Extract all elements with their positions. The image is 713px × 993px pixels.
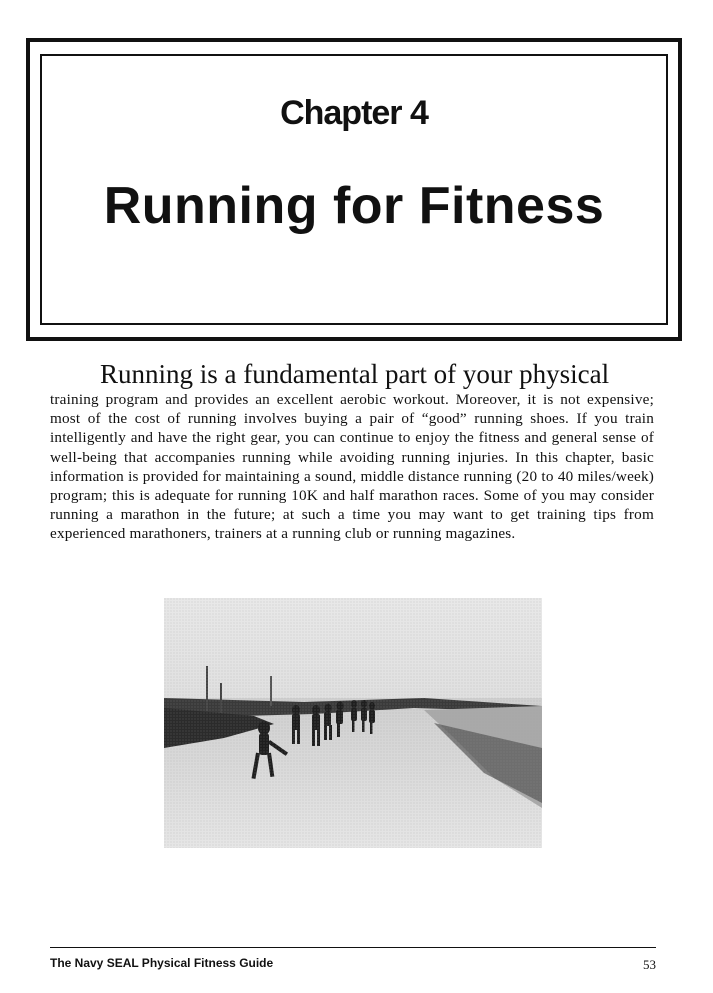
intro-lead-line: Running is a fundamental part of your physical <box>100 359 610 389</box>
chapter-title: Running for Fitness <box>103 177 605 235</box>
footer-book-title: The Navy SEAL Physical Fitness Guide <box>50 956 274 970</box>
intro-section <box>50 360 654 544</box>
intro-paragraph: training program and provides an excellent aerobic workout. Moreover, it is not expensive; most of the cost of running involves buying a pair of “good” running shoes. If you train intelligently and have the right gear, you can continue to enjoy the fitness and general sense of well-being that accompanies running while avoiding running injuries. In this chapter, basic information is provided for maintaining a sound, middle distance running (20 to 40 miles/week) program; this is adequate for running 10K and half marathon races. Some of you may consider running a marathon in the future; at such a time you may want to get training tips from experienced marathoners, trainers at a running club or running magazines. <box>50 391 654 543</box>
chapter-label: Chapter 4 <box>280 94 428 132</box>
footer-rule <box>50 947 656 948</box>
runners-photo <box>164 598 542 848</box>
page-number: 53 <box>643 957 656 972</box>
chapter-header-frame <box>26 38 682 341</box>
runners-photo-image <box>164 598 542 848</box>
